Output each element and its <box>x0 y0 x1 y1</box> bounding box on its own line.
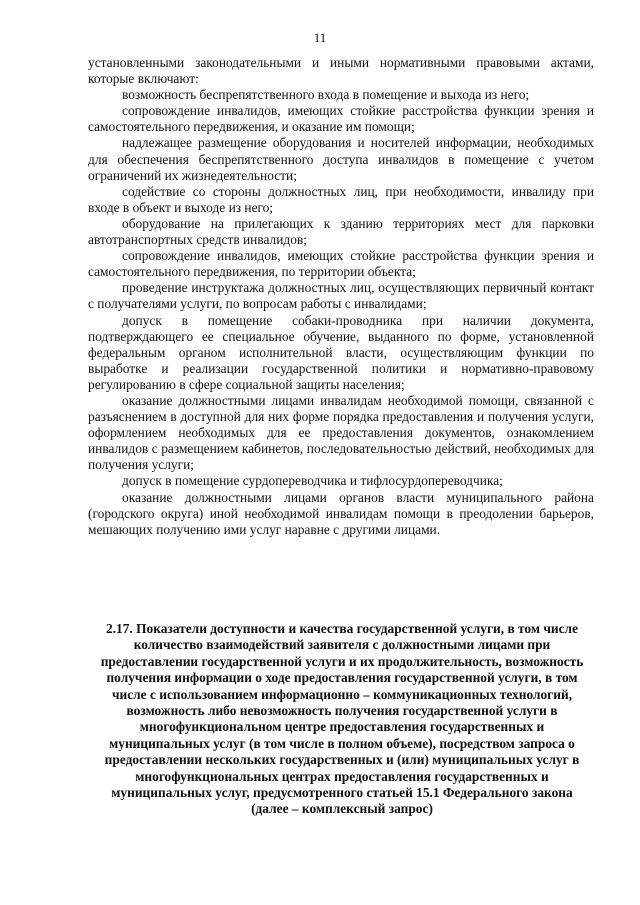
paragraph-item: возможность беспрепятственного входа в помещение и выхода из него; <box>122 87 530 103</box>
paragraph-item: допуск в помещение сурдопереводчика и тифлосурдопереводчика; <box>122 473 503 489</box>
paragraph-item: надлежащее размещение оборудования и носителей информации, необходимых для обеспечения беспрепятственного доступа инвалидов в помещение с учетом ограничений их жизнедеятельности; <box>88 135 594 183</box>
paragraph-intro: установленными законодательными и иными нормативными правовыми актами, которые включают: <box>88 55 594 87</box>
section-heading: 2.17. Показатели доступности и качества государственной услуги, в том числе количество взаимодействий заявителя с должностными лицами при предоставлении государственной услуги и их продолжительность, возможность получения информации о ходе предоставления государственной услуги, в том числе с использованием информационно – коммуникационных технологий, возможность либо невозможность получения государственной услуги в многофункциональном центре предоставления государственных и муниципальных услуг (в том числе в полном объеме), посредством запроса о предоставлении нескольких государственных и (или) муниципальных услуг в многофункциональных центрах предоставления государственных и муниципальных услуг, предусмотренного статьей 15.1 Федерального закона (далее – комплексный запрос) <box>100 621 584 817</box>
paragraph-item: сопровождение инвалидов, имеющих стойкие расстройства функции зрения и самостоятельного передвижения, и оказание им помощи; <box>88 103 594 135</box>
paragraph-item: содействие со стороны должностных лиц, при необходимости, инвалиду при входе в объект и выходе из него; <box>88 183 594 215</box>
paragraph-item: сопровождение инвалидов, имеющих стойкие расстройства функции зрения и самостоятельного передвижения, по территории объекта; <box>88 248 594 280</box>
paragraph-item: допуск в помещение собаки-проводника при наличии документа, подтверждающего ее специальное обучение, выданного по форме, установленной федеральным органом исполнительной власти, осуществляющим функции по выработке и реализации государственной политики и нормативно-правовому регулированию в сфере социальной защиты населения; <box>88 312 594 392</box>
paragraph-item: оказание должностными лицами органов власти муниципального района (городского округа) иной необходимой инвалидам помощи в преодолении барьеров, мешающих получению ими услуг наравне с другими лицами. <box>88 489 594 537</box>
body-text <box>88 55 594 538</box>
paragraph-item: оборудование на прилегающих к зданию территориях мест для парковки автотранспортных средств инвалидов; <box>88 215 594 248</box>
page-number: 11 <box>313 30 327 45</box>
paragraph-item: оказание должностными лицами инвалидам необходимой помощи, связанной с разъяснением в доступной для них форме порядка предоставления и получения услуги, оформлением необходимых для ее предоставления документов, ознакомлением инвалидов с размещением кабинетов, последовательностью действий, необходимых для получения услуги; <box>88 392 594 473</box>
paragraph-item: проведение инструктажа должностных лиц, осуществляющих первичный контакт с получателями услуги, по вопросам работы с инвалидами; <box>88 280 594 312</box>
